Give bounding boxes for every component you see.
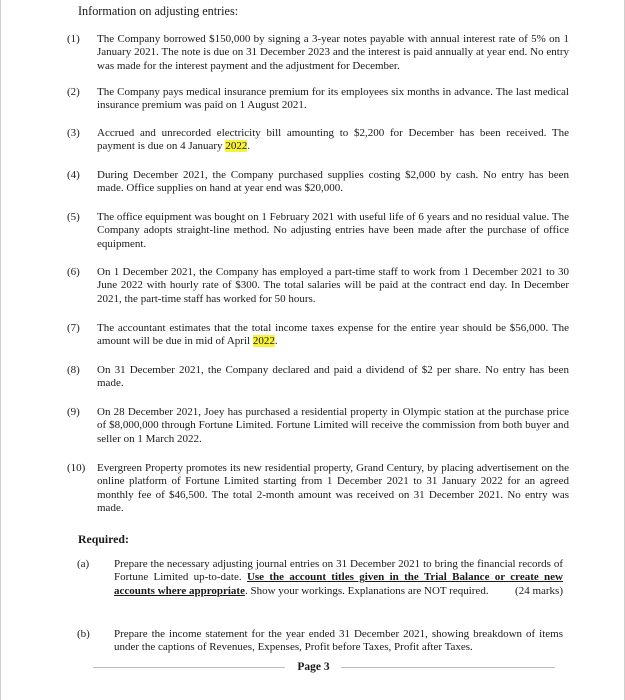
item-text-part: .: [247, 140, 251, 153]
list-item: [67, 364, 569, 391]
item-text: The office equipment was bought on 1 February 2021 with useful life of 6 years and no residual value. The Company adopts straight-line method. No adjusting entries have been made after the purchase of office equipment.: [97, 211, 569, 250]
item-number: (6): [67, 266, 80, 278]
item-text: Evergreen Property promotes its new residential property, Grand Century, by placing advertisement on the online platform of Fortune Limited starting from 1 December 2021 to 31 January 2022 for an agreed monthly fee of $46,500. The total 2-month amount was received on 31 December 2021. No entry was made.: [97, 462, 569, 515]
underlined-instruction: Use the account titles given in the Trial Balance or create new accounts where appropriate: [114, 571, 564, 597]
item-number: (7): [67, 322, 80, 334]
item-number: (3): [67, 127, 80, 139]
requirement-text-part: Prepare the necessary adjusting journal entries on 31 December 2021 to bring the financial records of Fortune Limited up-to-date.: [114, 558, 563, 584]
list-item: [67, 169, 569, 196]
item-text: On 31 December 2021, the Company declared and paid a dividend of $2 per share. No entry has been made.: [97, 364, 569, 390]
list-item: [67, 86, 569, 113]
section-heading: Information on adjusting entries:: [78, 4, 239, 18]
item-number: (1): [67, 33, 80, 45]
item-text: The Company pays medical insurance premium for its employees six months in advance. The last medical insurance premium was paid on 1 August 2021.: [97, 86, 569, 112]
marks-label: (24 marks): [515, 584, 563, 597]
item-text-part: .: [274, 335, 278, 348]
page-number: Page 3: [297, 661, 330, 673]
item-text: The Company borrowed $150,000 by signing a 3-year notes payable with annual interest rate of 5% on 1 January 2021. The note is due on 31 December 2023 and the interest is paid annually at year end. No entry was made for the interest payment and the adjustment for December.: [97, 33, 569, 72]
list-item: [67, 266, 569, 306]
required-heading: Required:: [78, 532, 129, 546]
item-number: (10): [67, 462, 86, 474]
item-number: (5): [67, 211, 80, 223]
requirement-number: (a): [77, 558, 90, 570]
item-number: (2): [67, 86, 80, 98]
item-number: (8): [67, 364, 80, 376]
list-item: [67, 406, 569, 446]
requirement-item: [77, 558, 563, 598]
item-text: [97, 127, 569, 154]
item-text: During December 2021, the Company purchased supplies costing $2,000 by cash. No entry has been made. Office supplies on hand at year end was $20,000.: [97, 169, 569, 195]
item-text: On 1 December 2021, the Company has employed a part-time staff to work from 1 December 2021 to 30 June 2022 with hourly rate of $300. The total salaries will be paid at the contract end day. In December 2021, the part-time staff has worked for 50 hours.: [97, 266, 569, 305]
requirement-text: Prepare the income statement for the year ended 31 December 2021, showing breakdown of items under the captions of Revenues, Expenses, Profit before Taxes, Profit after Taxes.: [114, 628, 563, 654]
highlighted-year: 2022: [252, 335, 275, 348]
list-item: [67, 462, 569, 516]
item-text-part: Accrued and unrecorded electricity bill amounting to $2,200 for December has been received. The payment is due on 4 January: [97, 127, 569, 153]
requirement-text-part: . Show your workings. Explanations are NOT required.: [244, 584, 489, 597]
requirement-text: [114, 558, 563, 598]
list-item: [67, 127, 569, 154]
item-text: On 28 December 2021, Joey has purchased a residential property in Olympic station at the purchase price of $8,000,000 through Fortune Limited. Fortune Limited will receive the commission from both buyer and seller on 1 March 2022.: [97, 406, 569, 445]
list-item: [67, 211, 569, 251]
item-text: [97, 322, 569, 349]
list-item: [67, 322, 569, 349]
highlighted-year: 2022: [225, 140, 248, 153]
list-item: [67, 33, 569, 73]
item-number: (4): [67, 169, 80, 181]
item-text-part: The accountant estimates that the total income taxes expense for the entire year should be $56,000. The amount will be due in mid of April: [97, 322, 569, 348]
item-number: (9): [67, 406, 80, 418]
requirement-item: [77, 628, 563, 655]
requirement-number: (b): [77, 628, 90, 640]
